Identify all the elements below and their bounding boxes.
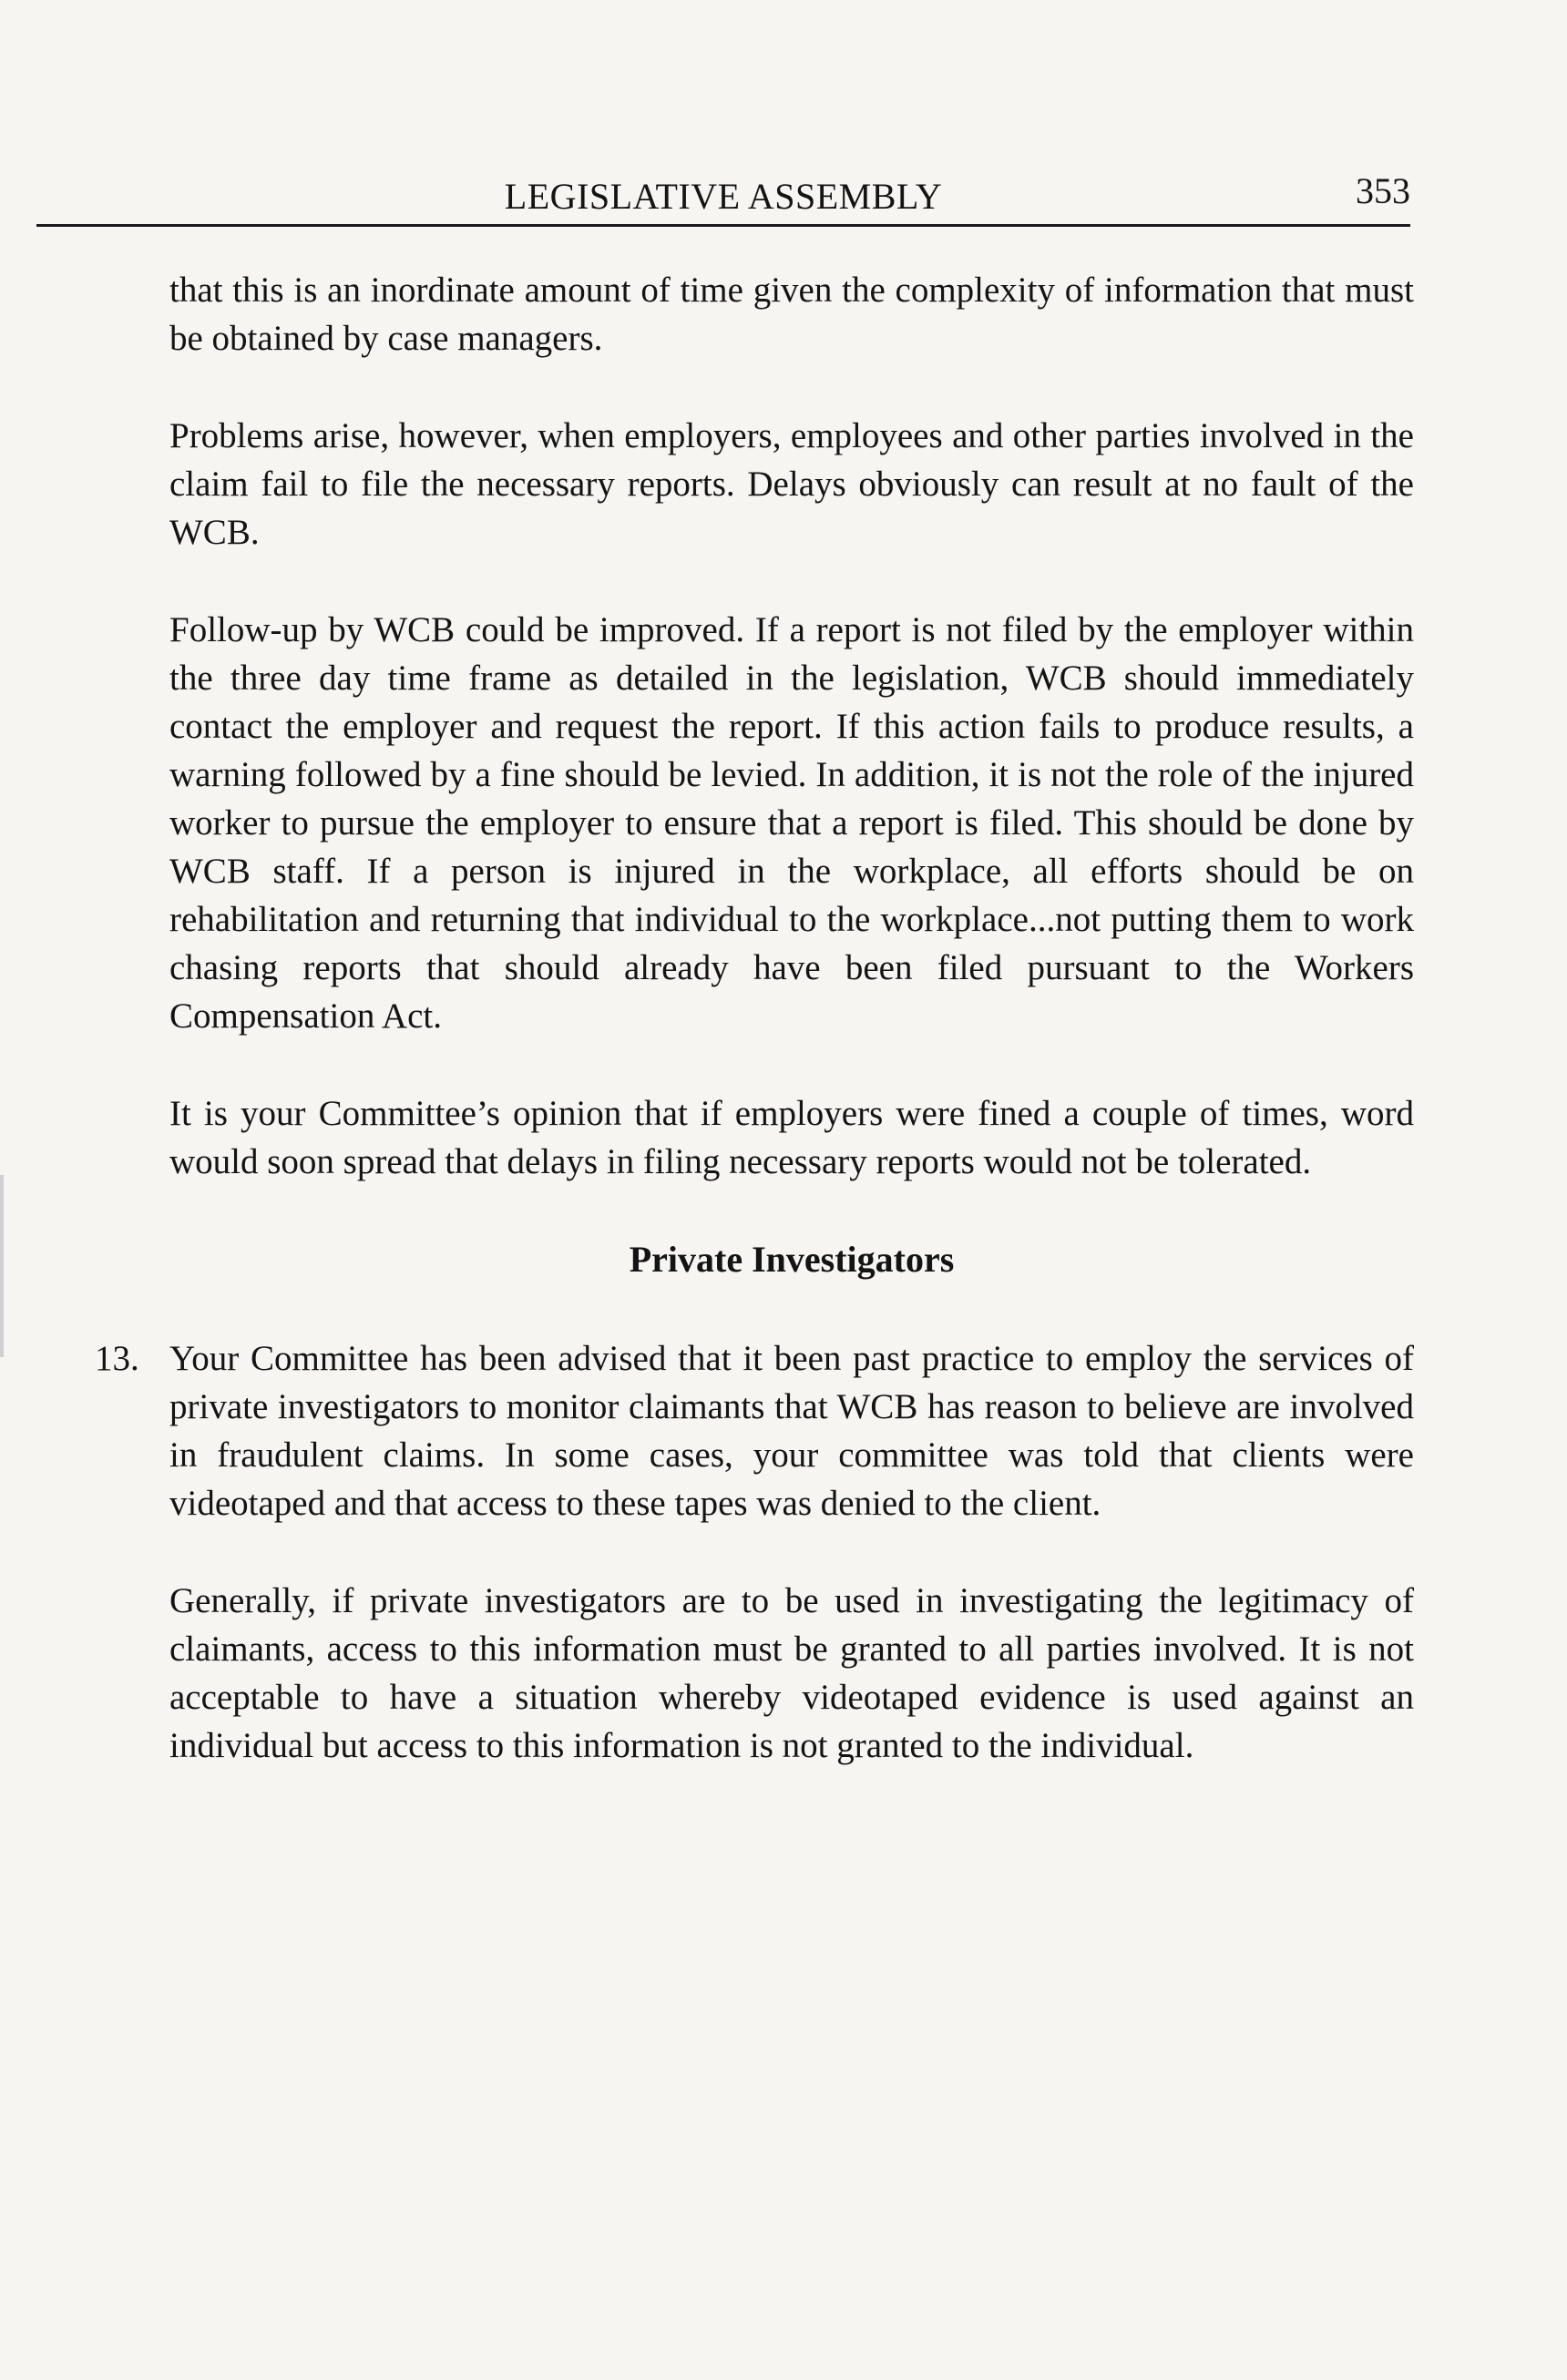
running-head: LEGISLATIVE ASSEMBLY bbox=[504, 176, 943, 217]
item-number: 13. bbox=[95, 1339, 139, 1378]
paragraph-4: It is your Committee’s opinion that if employers were fined a couple of times, word would soon spread that delays in filing necessary reports would not be tolerated. bbox=[169, 1094, 1414, 1181]
page-number: 353 bbox=[1356, 170, 1410, 211]
paragraph-2: Problems arise, however, when employers, employees and other parties involved in the claim fail to file the necessary reports. Delays obviously can result at no fault of the WCB. bbox=[169, 416, 1414, 552]
paragraph-1: that this is an inordinate amount of time given the complexity of information that must be obtained by case managers. bbox=[169, 271, 1414, 358]
scan-edge-mark bbox=[0, 1175, 4, 1357]
paragraph-after-item: Generally, if private investigators are to be used in investigating the legitimacy of claimants, access to this information must be granted to all parties involved. It is not acceptable to have a situation whereby videotaped evidence is used against an individual but access to this information is not granted to the individual. bbox=[169, 1581, 1414, 1765]
item-13-text: Your Committee has been advised that it been past practice to employ the services of private investigators to monitor claimants that WCB has reason to believe are involved in fraudulent claims. In some cases, your committee was told that clients were videotaped and that access to these tapes was denied to the client. bbox=[169, 1339, 1414, 1523]
page-header bbox=[36, 170, 1410, 239]
section-heading: Private Investigators bbox=[629, 1239, 955, 1280]
paragraph-3: Follow-up by WCB could be improved. If a report is not filed by the employer within the three day time frame as detailed in the legislation, WCB should immediately contact the employer and request the report. If this action fails to produce results, a warning followed by a fine should be levied. In addition, it is not the role of the injured worker to pursue the employer to ensure that a report is filed. This should be done by WCB staff. If a person is injured in the workplace, all efforts should be on rehabilitation and returning that individual to the workplace...not putting them to work chasing reports that should already have been filed pursuant to the Workers Compensation Act. bbox=[169, 610, 1414, 1036]
body-text bbox=[95, 266, 1414, 1819]
header-rule bbox=[36, 224, 1410, 227]
numbered-item-13 bbox=[95, 1334, 1414, 1527]
